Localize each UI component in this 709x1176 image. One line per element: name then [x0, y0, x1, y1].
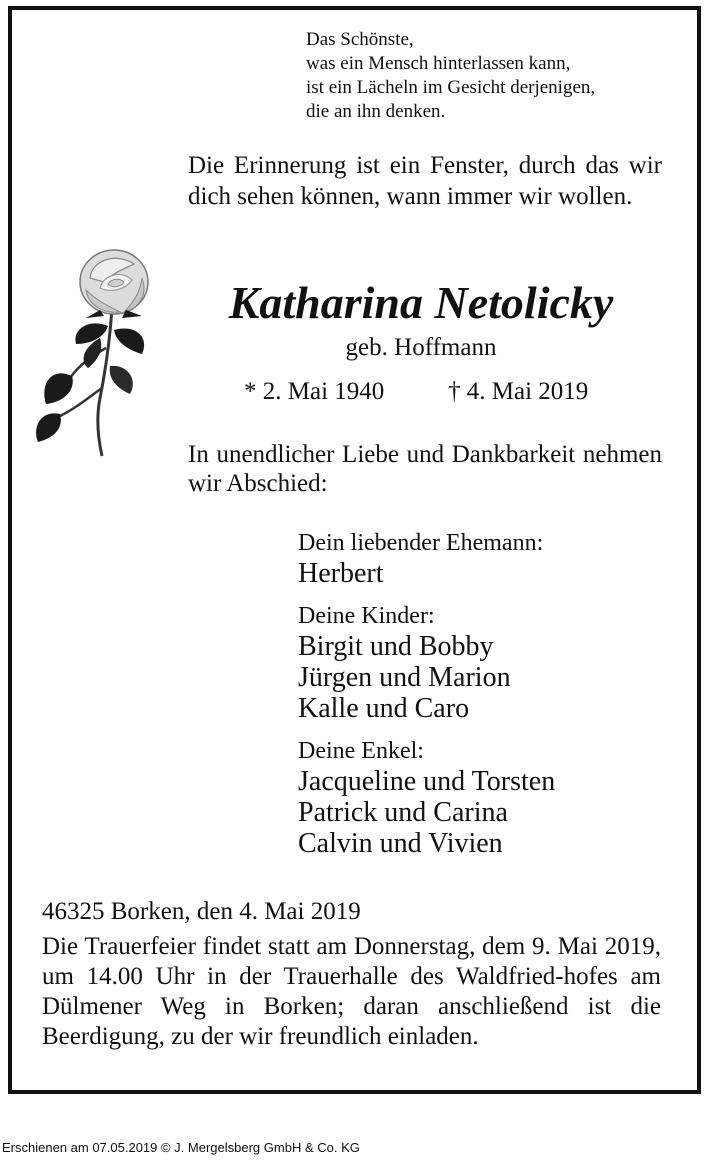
- ceremony-text: Die Trauerfeier findet statt am Donnerstag, dem 9. Mai 2019, um 14.00 Uhr in der Trauerhalle des Waldfried-hofes am Dülmener Weg in Borken; daran anschließend ist die Beerdigung, zu der wir freundlich einladen.: [42, 933, 661, 1050]
- mourner-group-children: [298, 601, 678, 724]
- mourners-list: [298, 528, 678, 871]
- birth-name: geb. Hoffmann: [345, 334, 497, 361]
- motto-line: was ein Mensch hinterlassen kann,: [306, 53, 571, 74]
- mourner-name: Calvin und Vivien: [298, 828, 503, 859]
- mourner-name: Patrick und Carina: [298, 797, 508, 828]
- mourner-name: Birgit und Bobby: [298, 631, 494, 662]
- intro-text: Die Erinnerung ist ein Fenster, durch das wir dich sehen können, wann immer wir wollen.: [188, 152, 662, 210]
- mourner-name: Herbert: [298, 558, 384, 589]
- rose-icon: [30, 238, 180, 462]
- mourner-group-label: Dein liebender Ehemann:: [298, 530, 544, 556]
- motto-line: ist ein Lächeln im Gesicht derjenigen,: [306, 77, 596, 98]
- deceased-name: Katharina Netolicky: [228, 277, 614, 328]
- publication-footer: Erschienen am 07.05.2019 © J. Mergelsberg GmbH & Co. KG: [2, 1140, 360, 1155]
- place-date: 46325 Borken, den 4. Mai 2019: [42, 898, 361, 925]
- mourner-name: Kalle und Caro: [298, 693, 470, 724]
- farewell-text: In unendlicher Liebe und Dankbarkeit nehmen wir Abschied:: [188, 441, 662, 497]
- mourner-name: Jacqueline und Torsten: [298, 766, 556, 797]
- mourner-group-grandchildren: [298, 736, 678, 859]
- obituary-notice: [8, 6, 701, 1094]
- death-date: † 4. Mai 2019: [448, 378, 589, 405]
- motto-quote: [306, 28, 686, 124]
- mourner-group-label: Deine Enkel:: [298, 738, 424, 764]
- mourner-group-spouse: [298, 528, 678, 589]
- mourner-group-label: Deine Kinder:: [298, 603, 435, 629]
- motto-line: Das Schönste,: [306, 29, 414, 50]
- motto-line: die an ihn denken.: [306, 101, 446, 122]
- birth-date: * 2. Mai 1940: [244, 378, 385, 405]
- mourner-name: Jürgen und Marion: [298, 662, 511, 693]
